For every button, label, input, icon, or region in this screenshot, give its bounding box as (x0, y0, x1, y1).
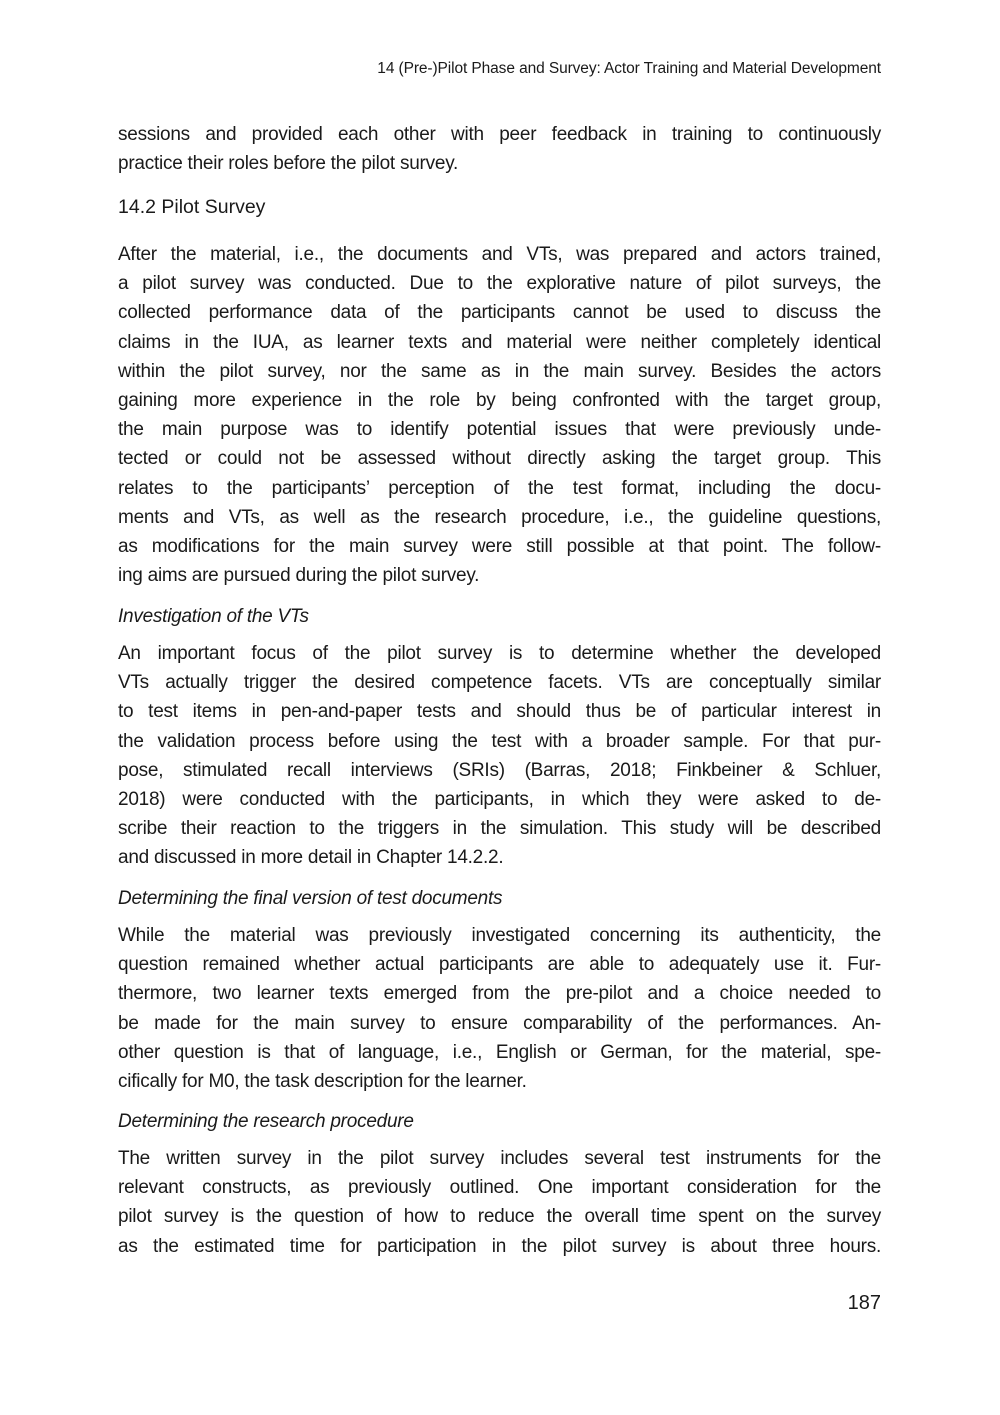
section-heading: 14.2 Pilot Survey (118, 196, 266, 218)
text-line: cifically for M0, the task description for the learner. (118, 1070, 527, 1092)
text-line: After the material, i.e., the documents and VTs, was prepared and actors trained, (118, 244, 881, 265)
text-line: as modifications for the main survey were still possible at that point. The follow- (118, 535, 881, 557)
page-number: 187 (847, 1292, 881, 1314)
paragraph (118, 921, 881, 1096)
text-line: the main purpose was to identify potential issues that were previously unde- (118, 419, 881, 441)
text-line: tected or could not be assessed without directly asking the target group. This (118, 448, 881, 470)
subheading (118, 602, 881, 631)
text-line: While the material was previously investigated concerning its authenticity, the (118, 925, 881, 946)
text-line: Determining the final version of test documents (118, 888, 503, 909)
text-line: practice their roles before the pilot survey. (118, 153, 459, 175)
text-line: pose, stimulated recall interviews (SRIs) (Barras, 2018; Finkbeiner & Schluer, (118, 759, 881, 781)
text-line: other question is that of language, i.e., English or German, for the material, spe- (118, 1041, 881, 1063)
text-line: VTs actually trigger the desired competence facets. VTs are conceptually similar (118, 672, 881, 694)
text-line: relates to the participants’ perception of the test format, including the docu- (118, 477, 881, 499)
text-line: question remained whether actual participants are able to adequately use it. Fur- (118, 954, 881, 976)
text-line: claims in the IUA, as learner texts and material were neither completely identical (118, 331, 881, 353)
text-line: relevant constructs, as previously outlined. One important consideration for the (118, 1177, 881, 1199)
text-line: ments and VTs, as well as the research procedure, i.e., the guideline questions, (118, 506, 881, 528)
text-line: as the estimated time for participation in the pilot survey is about three hours. (118, 1235, 881, 1257)
text-line: a pilot survey was conducted. Due to the explorative nature of pilot surveys, the (118, 273, 881, 295)
text-line: be made for the main survey to ensure comparability of the performances. An- (118, 1012, 881, 1034)
text-line: within the pilot survey, nor the same as in the main survey. Besides the actors (118, 360, 881, 382)
text-line: collected performance data of the participants cannot be used to discuss the (118, 302, 881, 324)
text-line: scribe their reaction to the triggers in the simulation. This study will be described (118, 818, 881, 840)
subheading (118, 1107, 881, 1136)
text-line: Investigation of the VTs (118, 606, 309, 627)
text-line: pilot survey is the question of how to reduce the overall time spent on the survey (118, 1206, 881, 1228)
text-line: ing aims are pursued during the pilot survey. (118, 565, 480, 587)
text-line: 2018) were conducted with the participants, in which they were asked to de- (118, 788, 881, 810)
paragraph (118, 639, 881, 873)
running-header: 14 (Pre-)Pilot Phase and Survey: Actor Training and Material Development (377, 60, 881, 77)
text-line: and discussed in more detail in Chapter 14.2.2. (118, 847, 504, 869)
text-line: the validation process before using the test with a broader sample. For that pur- (118, 730, 881, 752)
text-line: thermore, two learner texts emerged from the pre-pilot and a choice needed to (118, 983, 881, 1005)
paragraph (118, 240, 881, 590)
text-line: to test items in pen-and-paper tests and should thus be of particular interest in (118, 701, 881, 723)
text-line: Determining the research procedure (118, 1111, 414, 1132)
text-line: The written survey in the pilot survey includes several test instruments for the (118, 1148, 881, 1169)
paragraph (118, 1144, 881, 1261)
text-line: sessions and provided each other with peer feedback in training to continuously (118, 124, 881, 145)
text-line: gaining more experience in the role by being confronted with the target group, (118, 389, 881, 411)
subheading (118, 884, 881, 913)
text-line: An important focus of the pilot survey is to determine whether the developed (118, 643, 881, 664)
paragraph (118, 120, 881, 178)
